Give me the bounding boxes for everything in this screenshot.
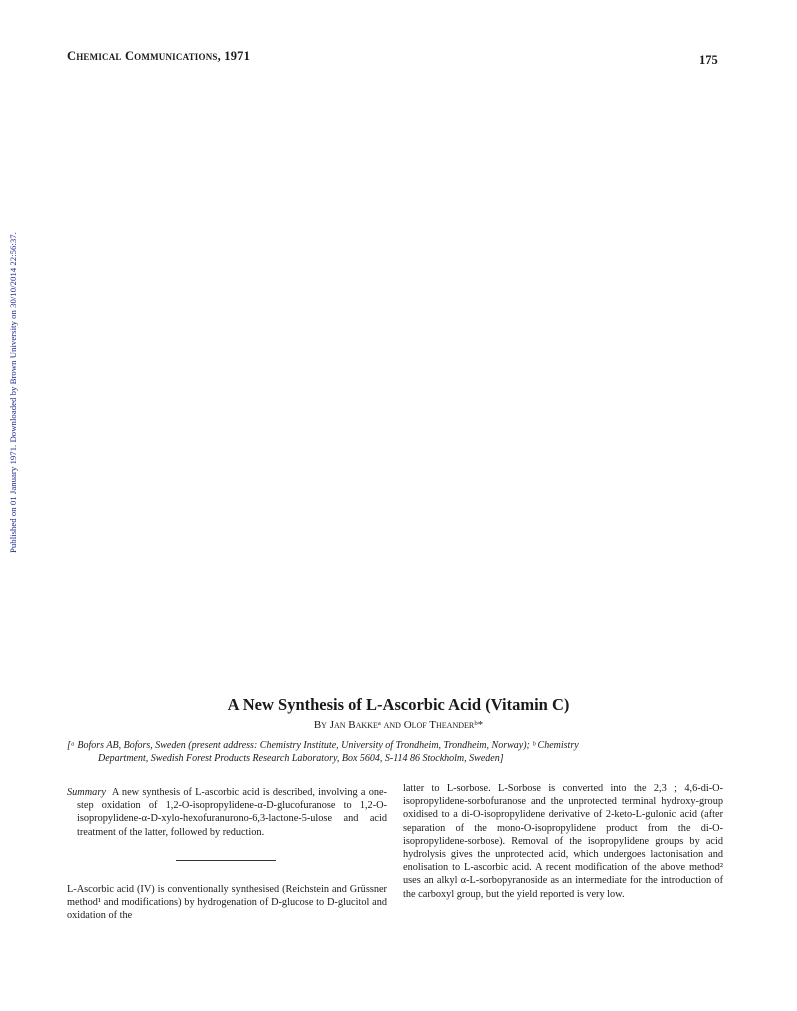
- body-text-right: latter to L-sorbose. L-Sorbose is converted into the 2,3 ; 4,6-di-O-isopropylidene-sorbofuranose and the unprotected terminal hydroxy-group oxidised to a di-O-isopropylidene derivative of 2-keto-L-gulonic acid (after separation of the mono-O-isopropylidene product from the di-O-isopropylidene-sorbose). Removal of the isopropylidene groups by acid hydrolysis gives the unprotected acid, which undergoes lactonisation and enolisation to L-ascorbic acid. A recent modification of the above method² uses an alkyl α-L-sorbopyranoside as an intermediate for the introduction of the carboxyl group, but the yield reported is very low.: [403, 783, 723, 900]
- affiliation: [67, 739, 727, 765]
- affiliation-line-1: [ᵃ Bofors AB, Bofors, Sweden (present address: Chemistry Institute, University of Trondheim, Trondheim, Norway); ᵇ Chemistry: [67, 740, 579, 751]
- summary-block: [67, 786, 387, 839]
- summary-label: Summary: [67, 787, 106, 798]
- summary-text: A new synthesis of L-ascorbic acid is described, involving a one-step oxidation of 1,2-O-isopropylidene-α-D-glucofuranose to 1,2-O-isopropylidene-α-D-xylo-hexofuranurono-6,3-lactone-5-ulose and acid treatment of the latter, followed by reduction.: [77, 787, 387, 838]
- journal-header: Chemical Communications, 1971: [67, 49, 251, 63]
- download-notice[interactable]: Published on 01 January 1971. Downloaded by Brown University on 30/10/2014 22:56:37.: [8, 232, 18, 553]
- article-title: A New Synthesis of L-Ascorbic Acid (Vitamin C): [227, 695, 570, 714]
- section-divider: [176, 860, 276, 861]
- summary-paragraph: [67, 786, 387, 839]
- page-number: 175: [699, 53, 718, 67]
- author-byline: By Jan Bakkeᵃ and Olof Theanderᵇ*: [313, 719, 484, 731]
- affiliation-line-2: Department, Swedish Forest Products Research Laboratory, Box 5604, S-114 86 Stockholm, Sweden]: [98, 753, 504, 764]
- body-text-left: L-Ascorbic acid (IV) is conventionally synthesised (Reichstein and Grüssner method¹ and modifications) by hydrogenation of D-glucose to D-glucitol and oxidation of the: [67, 884, 387, 922]
